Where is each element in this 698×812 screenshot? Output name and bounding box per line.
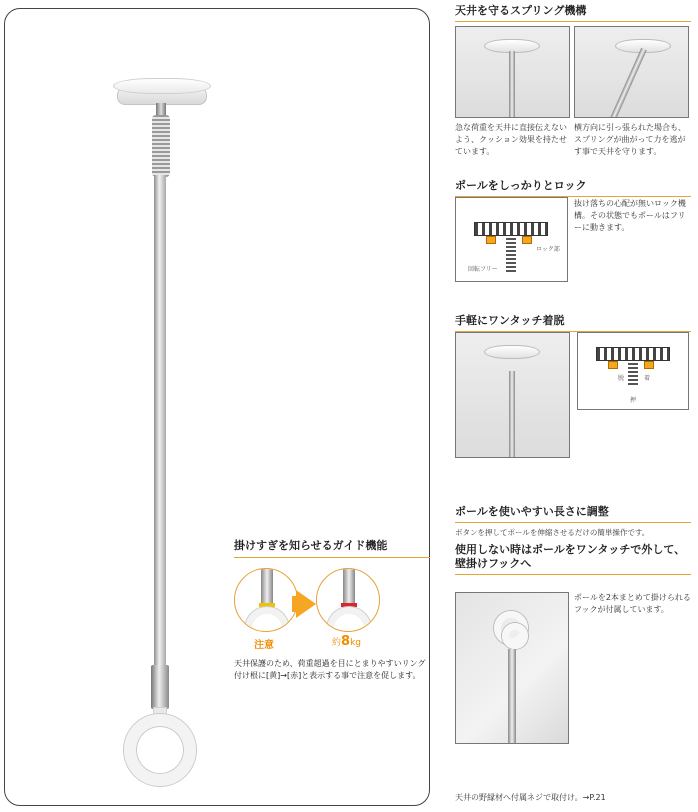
over-state-image [316,568,380,632]
onetouch-photo [455,332,570,458]
spring-caption-left: 急な荷重を天井に直接伝えないよう、クッション効果を持たせています。 [455,123,567,156]
hook-description: ポールを2本まとめて掛けられるフックが付属しています。 [574,593,691,614]
pole-collar [151,665,169,709]
hook-section [455,543,691,575]
arrow-right-icon-head [296,590,316,618]
hook-section-title: 使用しない時はポールをワンタッチで外して、壁掛けフックへ [455,543,691,575]
ceiling-plate-cap [113,78,211,94]
spring-photo-angled [574,26,689,118]
length-section [455,503,691,539]
spring-photo-vertical [455,26,570,118]
caution-label: 注意 [254,640,274,651]
caution-state-image [234,568,298,632]
guide-title: 掛けすぎを知らせるガイド機能 [234,537,430,558]
lock-description: 抜け落ちの心配が無いロック機構。その状態でもポールはフリーに動きます。 [574,199,686,232]
hanging-ring [124,714,196,786]
guide-images [234,566,430,656]
hook-photo [455,592,569,744]
weight-label: 約8kg [332,634,361,649]
pole [154,175,166,665]
guide-description: 天井保護のため、荷重超過を目にとまりやすいリング付け根に[黄]→[赤]と表示する事で注意を促します。 [234,659,426,680]
spring-section [455,2,691,22]
main-product-panel [4,8,430,806]
length-section-title: ポールを使いやすい長さに調整 [455,503,691,523]
length-description: ボタンを押してポールを伸縮させるだけの簡単操作です。 [455,528,650,537]
onetouch-section-title: 手軽にワンタッチ着脱 [455,312,691,332]
spring-section-title: 天井を守るスプリング機構 [455,2,691,22]
lock-section [455,177,691,197]
lock-diagram: ロック部 回転フリー [455,197,568,282]
onetouch-section [455,312,691,332]
onetouch-diagram: 脱 着 押 [577,332,689,410]
footer-note: 天井の野縁材へ付属ネジで取付け。→P.21 [455,793,606,802]
guide-function-section [234,537,430,682]
spring-coil [152,115,170,177]
lock-section-title: ポールをしっかりとロック [455,177,691,197]
spring-caption-right: 横方向に引っ張られた場合も、スプリングが曲がって力を逃がす事で天井を守ります。 [574,123,686,156]
